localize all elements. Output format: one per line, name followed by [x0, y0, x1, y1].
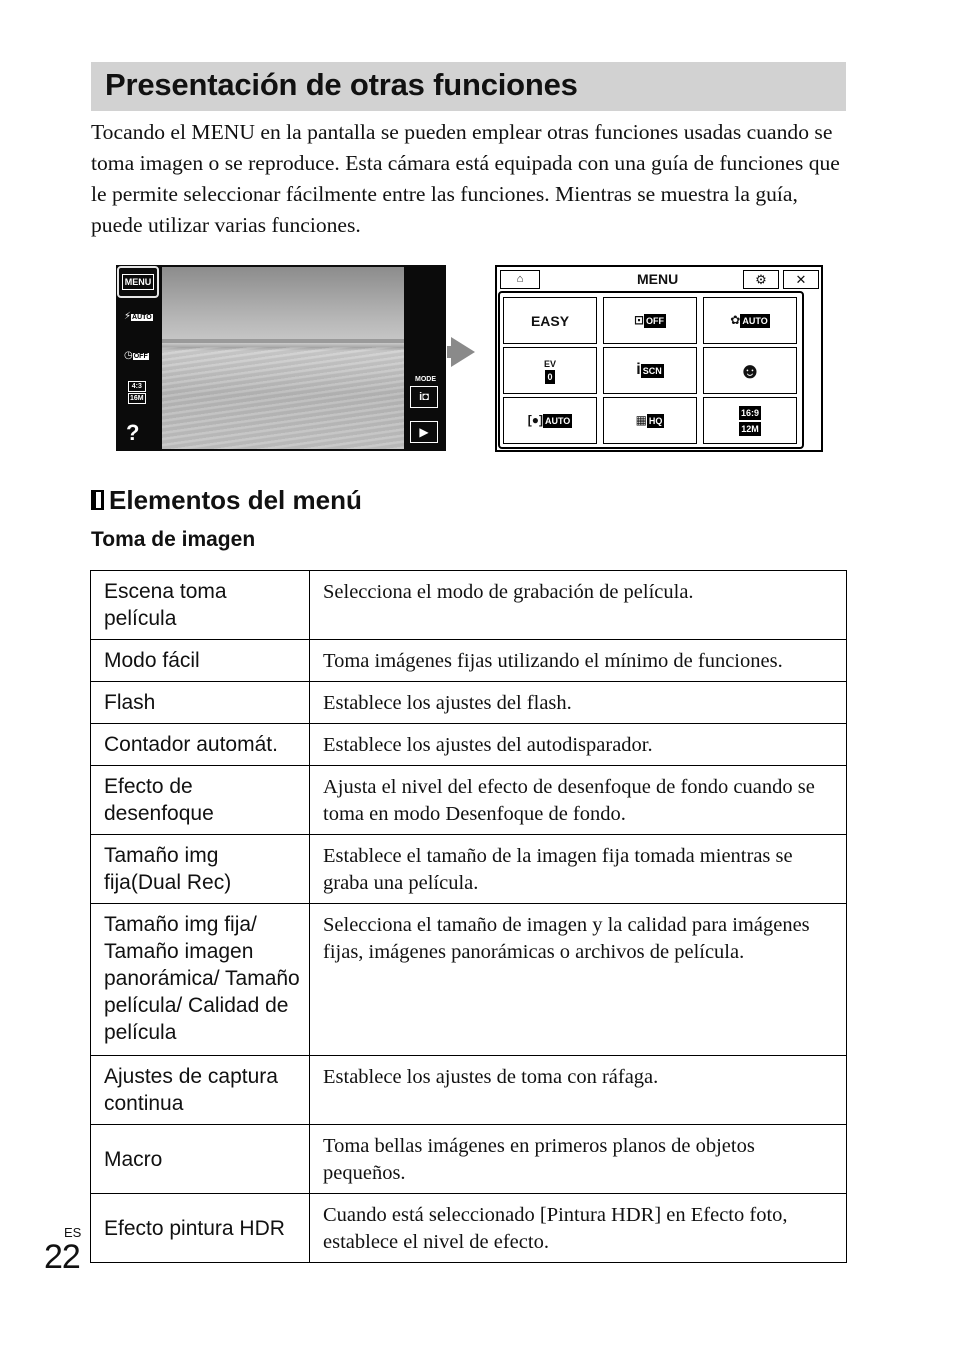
menu-tile-movie-quality[interactable]	[603, 397, 697, 444]
beach-photo	[162, 267, 404, 449]
gear-icon[interactable]: ⚙	[743, 270, 779, 289]
camera-left-toolbar	[116, 265, 162, 451]
item-description: Toma imágenes fijas utilizando el mínimo de funciones.	[310, 640, 847, 682]
item-name: Ajustes de captura continua	[91, 1056, 310, 1125]
ev-badge: 0	[547, 372, 553, 382]
movie-scene-badge: OFF	[646, 315, 665, 326]
section-title-text: Elementos del menú	[109, 485, 362, 515]
menu-panel-illustration	[495, 265, 823, 452]
table-row	[91, 766, 847, 835]
page-number: 22	[44, 1238, 80, 1276]
item-name: Flash	[91, 682, 310, 724]
menu-tile-ev[interactable]	[503, 347, 597, 394]
image-size-aspect: 4:3	[128, 381, 146, 392]
table-row	[91, 640, 847, 682]
self-timer-off-icon[interactable]: ◷OFF	[124, 350, 148, 361]
menu-panel-header	[497, 267, 821, 291]
scene-badge: SCN	[642, 365, 662, 376]
aspect-badge: 16:9	[740, 407, 759, 418]
item-description: Cuando está seleccionado [Pintura HDR] en Efecto foto, establece el nivel de efecto.	[310, 1194, 847, 1263]
macro-flower-icon: ✿	[730, 312, 741, 327]
item-description: Establece los ajustes del flash.	[310, 682, 847, 724]
item-name: Efecto pintura HDR	[91, 1194, 310, 1263]
subsection-title: Toma de imagen	[91, 528, 256, 551]
sand-ripples	[162, 347, 404, 449]
menu-tile-face-detect[interactable]	[503, 397, 597, 444]
scene-i-icon: i	[636, 360, 641, 378]
smile-icon: ☻	[738, 357, 762, 383]
easy-mode-label: EASY	[530, 312, 570, 329]
menu-tile-smile[interactable]	[703, 347, 797, 394]
menu-tile-movie-scene[interactable]	[603, 297, 697, 344]
table-row	[91, 1125, 847, 1194]
item-description: Toma bellas imágenes en primeros planos de objetos pequeños.	[310, 1125, 847, 1194]
menu-items-table	[90, 570, 847, 1263]
ev-icon: EV	[543, 359, 556, 369]
table-row	[91, 835, 847, 904]
image-size-icon[interactable]	[128, 381, 146, 404]
table-row	[91, 904, 847, 1056]
language-code: ES	[64, 1225, 82, 1240]
table-row	[91, 1194, 847, 1263]
page-title: Presentación de otras funciones	[105, 67, 578, 102]
camera-right-toolbar	[404, 265, 446, 451]
menu-icon[interactable]	[117, 266, 159, 298]
horizon-line	[162, 339, 404, 343]
mode-icon[interactable]: i◘	[410, 386, 438, 408]
section-marker-icon	[91, 490, 104, 510]
home-icon[interactable]: ⌂	[500, 270, 540, 289]
item-description: Selecciona el tamaño de imagen y la calidad para imágenes fijas, imágenes panorámicas o archivos de película.	[310, 904, 847, 1056]
section-title	[91, 485, 362, 516]
help-icon[interactable]: ?	[126, 420, 140, 445]
flash-auto-icon[interactable]: ⚡AUTO	[124, 311, 152, 322]
playback-icon[interactable]: ▶	[410, 421, 438, 443]
item-name: Escena toma película	[91, 571, 310, 640]
image-size-pixels: 16M	[130, 395, 144, 402]
mode-label: MODE	[415, 376, 436, 383]
table-row	[91, 724, 847, 766]
pixels-badge: 12M	[741, 423, 759, 434]
close-icon[interactable]: ✕	[783, 270, 819, 289]
menu-panel-title: MENU	[637, 271, 679, 287]
menu-icon-label: MENU	[122, 274, 155, 290]
menu-tile-grid	[498, 291, 804, 449]
right-arrow-icon	[451, 337, 475, 367]
menu-tile-macro[interactable]	[703, 297, 797, 344]
flash-auto-label: AUTO	[132, 314, 152, 321]
item-name: Tamaño img fija(Dual Rec)	[91, 835, 310, 904]
item-name: Tamaño img fija/ Tamaño imagen panorámica/ Tamaño película/ Calidad de película	[91, 904, 310, 1056]
camera-screen-illustration	[116, 265, 446, 451]
face-detect-badge: AUTO	[544, 415, 571, 426]
menu-tile-image-size[interactable]	[703, 397, 797, 444]
item-description: Ajusta el nivel del efecto de desenfoque de fondo cuando se toma en modo Desenfoque de fondo.	[310, 766, 847, 835]
movie-scene-icon: ⊡	[633, 312, 645, 327]
table-row	[91, 1056, 847, 1125]
item-description: Establece los ajustes del autodisparador.	[310, 724, 847, 766]
item-description: Establece los ajustes de toma con ráfaga.	[310, 1056, 847, 1125]
item-description: Selecciona el modo de grabación de película.	[310, 571, 847, 640]
menu-tile-easy[interactable]	[503, 297, 597, 344]
item-name: Contador automát.	[91, 724, 310, 766]
macro-badge: AUTO	[742, 315, 768, 326]
item-name: Efecto de desenfoque	[91, 766, 310, 835]
item-name: Macro	[91, 1125, 310, 1194]
intro-paragraph: Tocando el MENU en la pantalla se pueden emplear otras funciones usadas cuando se toma imagen o se reproduce. Esta cámara está equipada con una guía de funciones que le permite seleccionar fácilmente entre las funciones. Mientras se muestra la guía, puede utilizar varias funciones.	[91, 120, 840, 237]
film-icon: ▦	[635, 412, 647, 427]
movie-quality-badge: HQ	[648, 415, 663, 426]
face-detect-icon: [●]	[527, 412, 543, 427]
item-name: Modo fácil	[91, 640, 310, 682]
self-timer-label: OFF	[133, 353, 148, 360]
table-row	[91, 571, 847, 640]
item-description: Establece el tamaño de la imagen fija tomada mientras se graba una película.	[310, 835, 847, 904]
menu-tile-scene[interactable]	[603, 347, 697, 394]
table-row	[91, 682, 847, 724]
title-bar	[91, 62, 846, 111]
